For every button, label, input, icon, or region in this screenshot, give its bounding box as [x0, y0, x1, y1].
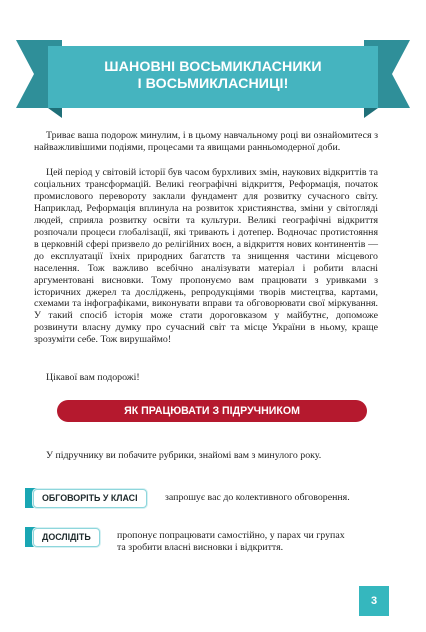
intro-text-closing [34, 372, 378, 384]
header-ribbon [0, 0, 426, 130]
intro-text [34, 130, 378, 154]
intro-paragraph-2: Цей період у світовій історії був часом бурхливих змін, наукових відкриттів та соціальних трансформацій. Великі географічні відкриття, Реформація, початок промислового перевороту заклали фундамент для розвитку сучасного світу. Наприклад, Реформація вплинула на розвиток християнства, зміни у світогляді людей, сприяла розвитку освіти та культури. Великі географічні відкриття розпочали процеси глобалізації, які тривають і дотепер. Водночас протистояння в церковній сфері призвело до релігійних воєн, а відкриття нових континентів — до експлуатації їхніх природних багатств та знищення частини місцевого населення. Тож важливо всебічно аналізувати матеріал і робити власні аргументовані висновки. Тому пропонуємо вам працювати з уривками з історичних джерел та досліджень, репродукціями творів мистецтва, картами, схемами та інфографіками, виконувати вправи та обговорювати свої міркування. У такий спосіб історія може стати дороговказом у майбутнє, допоможе розвинути власну думку про сучасний світ та місце України в ньому, краще зрозуміти себе. Тож вирушаймо! [34, 167, 378, 346]
rubric-description: пропонує попрацювати самостійно, у парах чи групах [117, 530, 345, 541]
rubric-description-continued: та зробити власні висновки і відкриття. [117, 542, 284, 553]
ribbon-right-shadow [364, 108, 378, 118]
page-number: 3 [359, 586, 389, 616]
how-to-banner: ЯК ПРАЦЮВАТИ З ПІДРУЧНИКОМ [57, 400, 367, 422]
rubric-description: запрошує вас до колективного обговорення. [165, 492, 350, 503]
page-title-line1: ШАНОВНІ ВОСЬМИКЛАСНИКИ [104, 59, 322, 75]
rubric-label: ОБГОВОРІТЬ У КЛАСІ [33, 489, 147, 508]
ribbon-left-shadow [48, 108, 62, 118]
rubric-label: ДОСЛІДІТЬ [33, 528, 100, 547]
page-title-line2: І ВОСЬМИКЛАСНИЦІ! [137, 76, 289, 92]
page-title [60, 59, 366, 93]
intro-paragraph-1: Триває ваша подорож минулим, і в цьому навчальному році ви ознайомитеся з найважливішими подіями, процесами та явищами ранньомодерної доби. [34, 130, 378, 153]
intro-paragraph-3: Цікавої вам подорожі! [46, 372, 140, 383]
intro-text-main [34, 167, 378, 346]
rubrics-intro: У підручнику ви побачите рубрики, знайомі вам з минулого року. [46, 450, 322, 461]
rubric-badge-discuss [25, 488, 185, 508]
